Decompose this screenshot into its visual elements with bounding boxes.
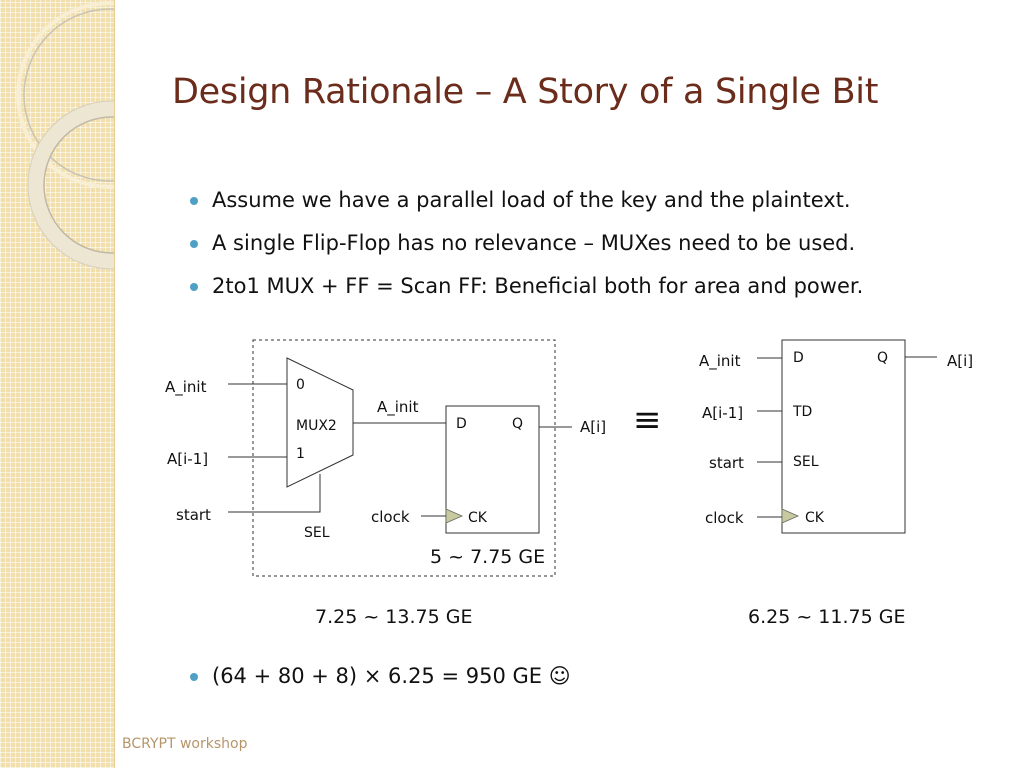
scan-input-a-prev-label: A[i-1]	[702, 404, 744, 422]
bullet-item: A single Flip-Flop has no relevance – MUXes need to be used.	[190, 222, 863, 265]
scan-input-clock-label: clock	[705, 509, 744, 527]
right-total-cost: 6.25 ~ 11.75 GE	[748, 606, 906, 628]
footer-text: BCRYPT workshop	[122, 736, 248, 752]
input-a-prev-label: A[i-1]	[167, 450, 209, 468]
bullet-item: Assume we have a parallel load of the key and the plaintext.	[190, 179, 863, 222]
scan-ff-q-port: Q	[877, 350, 889, 366]
sel-label: SEL	[304, 525, 330, 541]
scan-ff-d-port: D	[793, 350, 804, 366]
scan-ff-td-port: TD	[793, 404, 813, 420]
left-total-cost: 7.25 ~ 13.75 GE	[315, 606, 473, 628]
ff-d-port: D	[456, 416, 467, 432]
ff-cost-label: 5 ~ 7.75 GE	[430, 546, 546, 568]
scan-input-start-label: start	[709, 454, 744, 472]
scan-ff-ck-port: CK	[805, 510, 824, 526]
input-a-init-label: A_init	[165, 378, 207, 396]
conclusion-list	[190, 655, 571, 698]
clock-label: clock	[371, 508, 410, 526]
ff-ck-port: CK	[468, 510, 487, 526]
wire-a-init-label: A_init	[377, 398, 419, 416]
scan-output-a-i-label: A[i]	[947, 352, 974, 370]
slide-title: Design Rationale – A Story of a Single Bit	[172, 72, 879, 112]
output-a-i-label: A[i]	[580, 418, 607, 436]
scan-ff-box	[782, 340, 905, 533]
equivalence-symbol: ≡	[633, 400, 662, 440]
ff-q-port: Q	[512, 416, 524, 432]
input-start-label: start	[176, 506, 211, 524]
mux-input-1-label: 1	[296, 446, 305, 462]
mux-label: MUX2	[296, 418, 337, 434]
scan-input-a-init-label: A_init	[699, 352, 741, 370]
mux-input-0-label: 0	[296, 377, 305, 393]
scan-ff-sel-port: SEL	[793, 454, 819, 470]
bullet-item: 2to1 MUX + FF = Scan FF: Beneficial both for area and power.	[190, 265, 863, 308]
bullet-item: (64 + 80 + 8) × 6.25 = 950 GE ☺	[190, 655, 571, 698]
wire-start-sel	[228, 474, 320, 512]
